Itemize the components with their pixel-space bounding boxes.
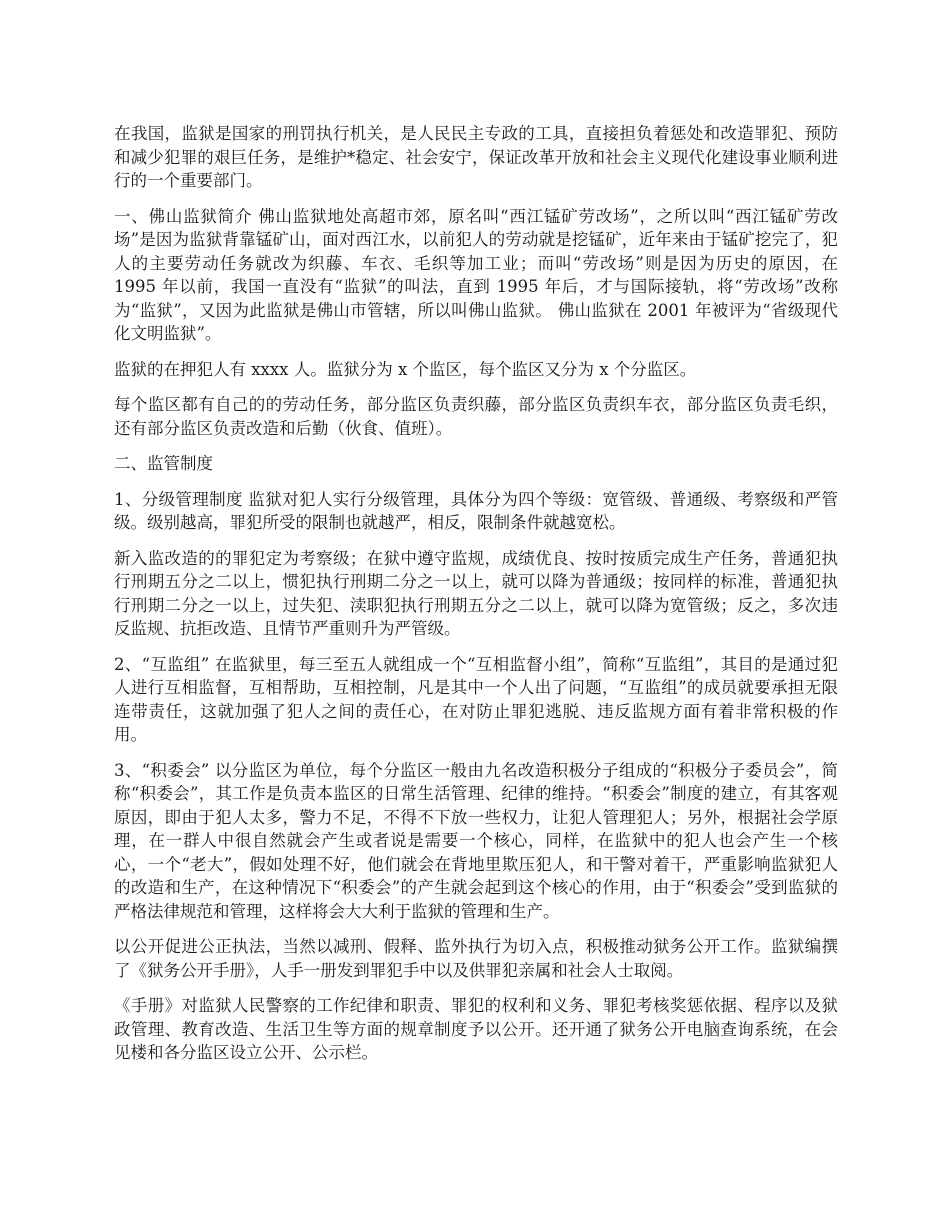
paragraph-labor-tasks: 每个监区都有自己的的劳动任务，部分监区负责织藤，部分监区负责织车衣，部分监区负责毛织，还有部分监区负责改造和后勤（伙食、值班）。 xyxy=(114,395,838,438)
paragraph-activist-committee: 3、“积委会” 以分监区为单位，每个分监区一般由九名改造积极分子组成的“积极分子委员会”，简称“积委会”，其工作是负责本监区的日常生活管理、纪律的维持。“积委会”制度的建立，有其客观原因，即由于犯人太多，警力不足，不得不下放一些权力，让犯人管理犯人；另外，根据社会学原理，在一群人中很自然就会产生或者说是需要一个核心，同样，在监狱中的犯人也会产生一个核心，一个“老大”，假如处理不好，他们就会在背地里欺压犯人，和干警对着干，严重影响监狱犯人的改造和生产，在这种情况下“积委会”的产生就会起到这个核心的作用，由于“积委会”受到监狱的严格法律规范和管理，这样将会大大利于监狱的管理和生产。 xyxy=(114,760,838,921)
paragraph-intro: 在我国，监狱是国家的刑罚执行机关，是人民民主专政的工具，直接担负着惩处和改造罪犯、预防和减少犯罪的艰巨任务，是维护*稳定、社会安宁，保证改革开放和社会主义现代化建设事业顺利进行的一个重要部门。 xyxy=(114,124,838,190)
paragraph-inmate-count: 监狱的在押犯人有 xxxx 人。监狱分为 x 个监区，每个监区又分为 x 个分监区。 xyxy=(114,359,697,379)
paragraph-mutual-supervision: 2、“互监组” 在监狱里，每三至五人就组成一个“互相监督小组”，简称“互监组”，其目的是通过犯人进行互相监督，互相帮助，互相控制，凡是其中一个人出了问题，“互监组”的成员就要承担无限连带责任，这就加强了犯人之间的责任心，在对防止罪犯逃脱、违反监规方面有着非常积极的作用。 xyxy=(114,654,838,744)
paragraph-grade-rules: 新入监改造的的罪犯定为考察级；在狱中遵守监规，成绩优良、按时按质完成生产任务，普通犯执行刑期五分之二以上，惯犯执行刑期二分之一以上，就可以降为普通级；按同样的标准，普通犯执行刑期二分之一以上，过失犯、渎职犯执行刑期五分之二以上，就可以降为宽管级；反之，多次违反监规、抗拒改造、且情节严重则升为严管级。 xyxy=(114,548,838,638)
document-body xyxy=(114,122,838,1077)
paragraph-handbook: 《手册》对监狱人民警察的工作纪律和职责、罪犯的权利和义务、罪犯考核奖惩依据、程序以及狱政管理、教育改造、生活卫生等方面的规章制度予以公开。还开通了狱务公开电脑查询系统，在会见楼和各分监区设立公开、公示栏。 xyxy=(114,996,838,1062)
section-heading-supervision: 二、监管制度 xyxy=(114,454,213,473)
paragraph-section-1-foshan-prison: 一、佛山监狱简介 佛山监狱地处高超市郊，原名叫“西江锰矿劳改场”，之所以叫“西江锰矿劳改场”是因为监狱背靠锰矿山，面对西江水，以前犯人的劳动就是挖锰矿，近年来由于锰矿挖完了，犯人的主要劳动任务就改为织藤、车衣、毛织等加工业；而叫“劳改场”则是因为历史的原因，在 1995 年以前，我国一直没有“监狱”的叫法，直到 1995 年后，才与国际接轨，将“劳改场”改称为“监狱”，又因为此监狱是佛山市管辖，所以叫佛山监狱。 佛山监狱在 2001 年被评为“省级现代化文明监狱”。 xyxy=(114,206,838,343)
paragraph-graded-management: 1、分级管理制度 监狱对犯人实行分级管理，具体分为四个等级：宽管级、普通级、考察级和严管级。级别越高，罪犯所受的限制也就越严，相反，限制条件就越宽松。 xyxy=(114,489,838,532)
paragraph-open-enforcement: 以公开促进公正执法，当然以减刑、假释、监外执行为切入点，积极推动狱务公开工作。监狱编撰了《狱务公开手册》，人手一册发到罪犯手中以及供罪犯亲属和社会人士取阅。 xyxy=(114,937,838,980)
